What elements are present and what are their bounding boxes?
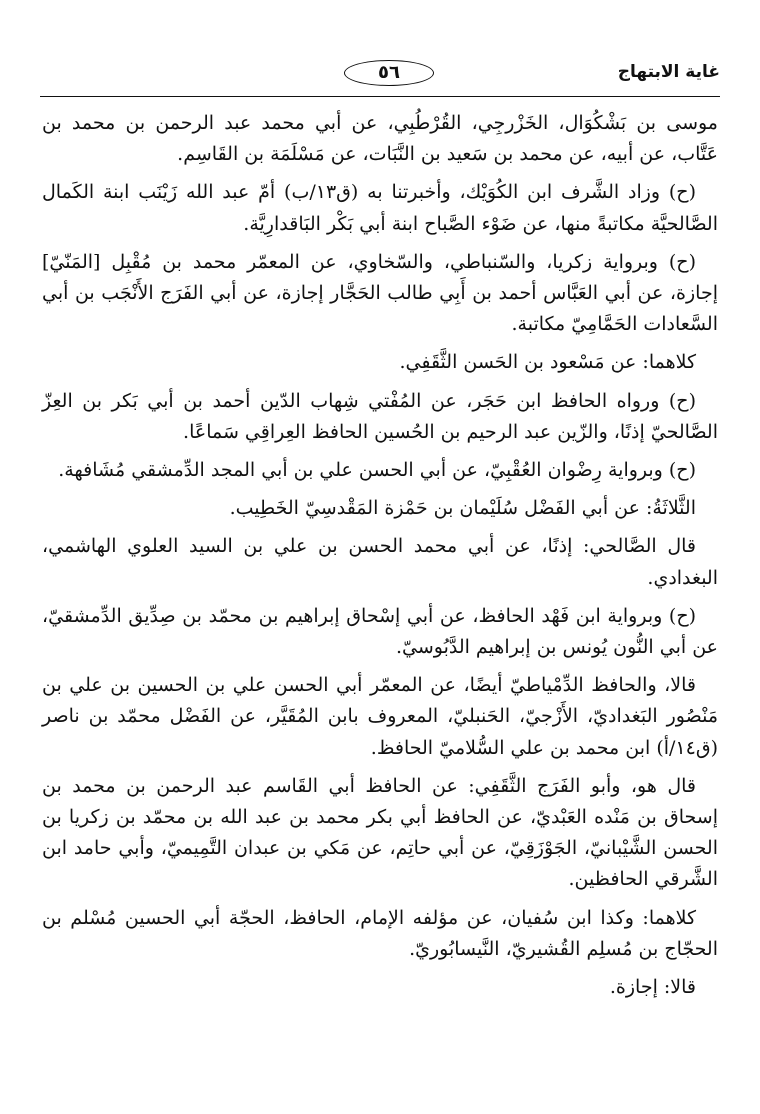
paragraph: قالا، والحافظ الدِّمْياطيّ أيضًا، عن المعمّر أبي الحسن علي بن الحسين بن علي بن مَنْصُور البَغداديّ، الأَزْجيّ، الحَنبليّ، المعروف بابن المُقَيَّر، عن الفَضْل محمّد بن ناصر (ق١٤/أ) ابن محمد بن علي السُّلاميّ الحافظ. bbox=[42, 674, 718, 759]
paragraph: كلاهما: وكذا ابن سُفيان، عن مؤلفه الإمام، الحافظ، الحجّة أبي الحسين مُسْلم بن الحجّاج بن مُسلِم القُشيريّ، النَّيسابُوريّ. bbox=[42, 906, 718, 960]
paragraph: (ح) ورواه الحافظ ابن حَجَر، عن المُفْتي شِهاب الدّين أحمد بن أبي بَكر بن العِزّ الصَّالحيّ إذنًا، والزّين عبد الرحيم بن الحُسين الحافظ العِراقِي سَماعًا. bbox=[42, 389, 718, 443]
paragraph: قالا: إجازة. bbox=[609, 976, 696, 999]
paragraph: (ح) وبرواية رِضْوان العُقْبِيّ، عن أبي الحسن علي بن أبي المجد الدِّمشقي مُشَافهة. bbox=[58, 459, 696, 482]
paragraph: قال هو، وأبو الفَرَج الثَّقَفِي: عن الحافظ أبي القَاسم عبد الرحمن بن محمد بن إسحاق بن مَنْده العَبْديّ، عن الحافظ أبي بكر محمد بن عبد الله بن محمّد بن زكريا بن الحسن الشَّيْبانيّ، الجَوْزَقِيّ، عن أبي حاتِم، عن مَكي بن عبدان التَّمِيميّ، وأبي حامد ابن الشَّرقي الحافظين. bbox=[42, 774, 718, 891]
text-body bbox=[42, 108, 718, 1010]
paragraph: (ح) وبرواية زكريا، والسّنباطي، والسّخاوي، عن المعمّر محمد بن مُقْبِل [المَنّيّ] إجازة، عن أبي العَبَّاس أحمد بن أَبِي طالب الحَجَّار إجازة، عن أبي الفَرَج الأَنْجَب بن أبي السَّعادات الحَمَّامِيّ مكاتبة. bbox=[42, 250, 718, 336]
page-number: ٥٦ bbox=[344, 60, 434, 86]
paragraph: قال الصَّالحي: إذنًا، عن أبي محمد الحسن بن علي بن السيد العلوي الهاشمي، البغدادي. bbox=[42, 535, 718, 589]
paragraph: (ح) وزاد الشَّرف ابن الكُوَيْك، وأخبرتنا به (ق١٣/ب) أمّ عبد الله زَيْنَب ابنة الكَمال الصَّالحيَّة مكاتبةً منها، عن ضَوْء الصَّباح ابنة أبي بَكْر البَاقدارِيَّة. bbox=[42, 181, 718, 235]
paragraph: الثَّلاثَةُ: عن أبي الفَضْل سُلَيْمان بن حَمْزة المَقْدسِيّ الخَطِيب. bbox=[229, 497, 696, 520]
header-divider bbox=[40, 96, 720, 97]
running-title: غاية الابتهاج bbox=[617, 62, 720, 82]
paragraph: موسى بن بَشْكُوَال، الخَزْرجِي، القُرْطُبِي، عن أبي محمد عبد الرحمن بن محمد بن عَتَّاب، عن أبيه، عن محمد بن سَعيد بن النَّبَات، عن مَسْلَمَة بن القَاسِم. bbox=[42, 112, 718, 166]
paragraph: كلاهما: عن مَسْعود بن الحَسن الثَّقَفِي. bbox=[399, 351, 696, 374]
page-header bbox=[40, 58, 720, 98]
paragraph: (ح) وبرواية ابن فَهْد الحافظ، عن أبي إسْحاق إبراهيم بن محمّد بن صِدِّيق الدِّمشقيّ، عن أبي النُّون يُونس بن إبراهيم الدَّبُوسيّ. bbox=[42, 604, 718, 659]
